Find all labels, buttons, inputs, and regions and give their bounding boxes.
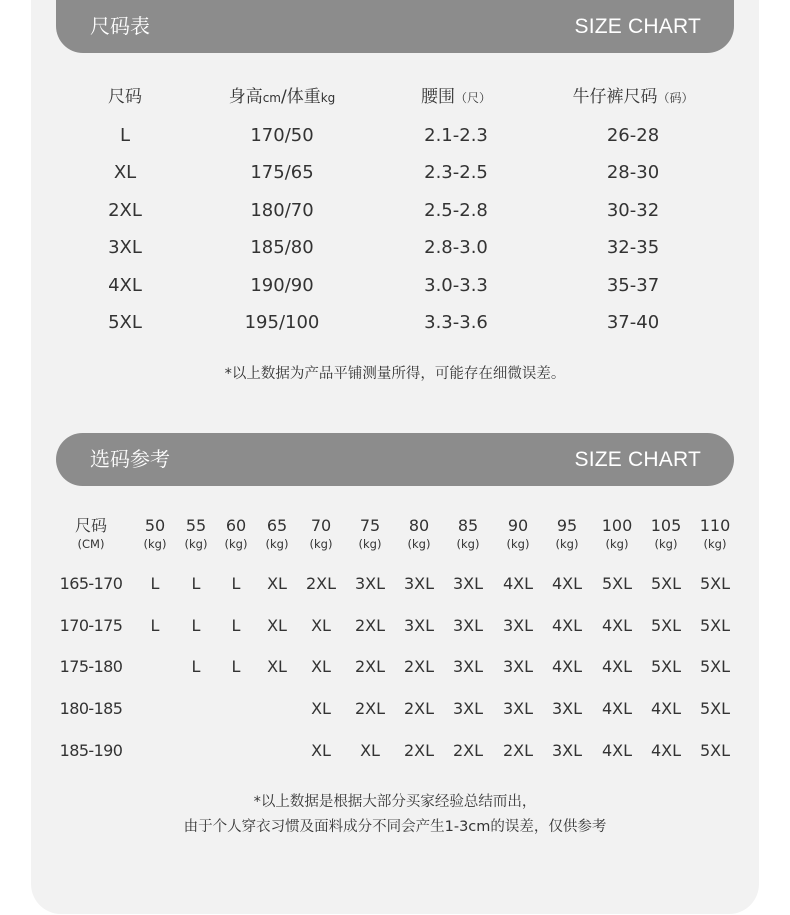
recommended-size-cell: 5XL xyxy=(601,574,633,593)
size-chart-row xyxy=(0,154,790,192)
jeans-cell: 30-32 xyxy=(606,199,660,221)
weight-header: 110 xyxy=(699,516,731,535)
weight-unit: (kg) xyxy=(184,537,208,551)
recommended-size-cell: 4XL xyxy=(551,657,583,677)
weight-unit: (kg) xyxy=(224,537,248,551)
recommended-size-cell: L xyxy=(191,657,201,677)
weight-header: 90 xyxy=(507,516,529,535)
recommended-size-cell: 3XL xyxy=(354,574,386,593)
weight-header: 65 xyxy=(266,516,288,535)
waist-cell: 2.8-3.0 xyxy=(424,237,488,258)
jeans-cell: 28-30 xyxy=(606,162,660,183)
weight-unit: (kg) xyxy=(265,537,289,551)
recommended-size-cell: 2XL xyxy=(452,740,484,760)
jeans-cell: 32-35 xyxy=(606,237,660,258)
recommended-size-cell: 3XL xyxy=(452,574,484,593)
size-chart-row xyxy=(0,117,790,155)
height-weight-cell: 170/50 xyxy=(250,124,314,146)
header-waist-label: 腰围 xyxy=(420,87,455,107)
size-guide-note xyxy=(0,790,790,840)
recommended-size-cell: 4XL xyxy=(551,574,583,593)
size-chart-title-cn: 尺码表 xyxy=(90,14,150,38)
height-range-cell: 185-190 xyxy=(59,740,123,760)
size-guide-banner xyxy=(56,433,734,486)
recommended-size-cell: 5XL xyxy=(699,699,731,719)
recommended-size-cell: 3XL xyxy=(551,740,583,760)
corner-unit: (CM) xyxy=(77,537,105,551)
waist-cell: 2.1-2.3 xyxy=(424,124,488,146)
weight-header: 75 xyxy=(359,516,381,535)
waist-cell: 2.5-2.8 xyxy=(424,199,488,221)
corner-label: 尺码 xyxy=(74,516,108,535)
height-weight-cell: 185/80 xyxy=(250,237,314,258)
height-weight-cell: 190/90 xyxy=(250,274,314,296)
size-cell: 5XL xyxy=(108,312,142,333)
size-guide-row xyxy=(0,688,790,730)
size-guide-title-cn: 选码参考 xyxy=(90,447,170,471)
size-cell: L xyxy=(119,124,131,146)
height-range-cell: 175-180 xyxy=(59,657,123,677)
weight-header: 95 xyxy=(556,516,578,535)
recommended-size-cell: 4XL xyxy=(601,740,633,760)
height-weight-cell: 180/70 xyxy=(250,199,314,221)
recommended-size-cell: 5XL xyxy=(699,657,731,677)
waist-cell: 3.3-3.6 xyxy=(424,312,488,333)
recommended-size-cell: 3XL xyxy=(502,699,534,719)
recommended-size-cell: 5XL xyxy=(699,615,731,635)
jeans-cell: 37-40 xyxy=(606,312,660,333)
recommended-size-cell: L xyxy=(150,615,160,635)
size-chart-row xyxy=(0,267,790,305)
size-cell: 3XL xyxy=(108,237,142,258)
height-weight-cell: 195/100 xyxy=(244,312,320,333)
recommended-size-cell: 2XL xyxy=(403,699,435,719)
recommended-size-cell: 2XL xyxy=(502,740,534,760)
recommended-size-cell: L xyxy=(191,574,201,593)
height-weight-cell: 175/65 xyxy=(250,162,314,183)
recommended-size-cell: 5XL xyxy=(699,574,731,593)
recommended-size-cell: 3XL xyxy=(502,657,534,677)
size-chart-table xyxy=(0,79,790,342)
recommended-size-cell: 4XL xyxy=(601,615,633,635)
weight-header: 100 xyxy=(601,516,633,535)
weight-unit: (kg) xyxy=(456,537,480,551)
recommended-size-cell: XL xyxy=(267,657,287,677)
recommended-size-cell: 2XL xyxy=(403,740,435,760)
header-jeans-label: 牛仔裤尺码 xyxy=(572,87,658,107)
recommended-size-cell: L xyxy=(191,615,201,635)
weight-unit: (kg) xyxy=(703,537,727,551)
recommended-size-cell: XL xyxy=(267,615,287,635)
weight-header: 105 xyxy=(650,516,682,535)
recommended-size-cell: 3XL xyxy=(452,699,484,719)
weight-header: 55 xyxy=(185,516,207,535)
recommended-size-cell: 2XL xyxy=(354,615,386,635)
recommended-size-cell: XL xyxy=(267,574,287,593)
recommended-size-cell: 3XL xyxy=(452,657,484,677)
recommended-size-cell: 4XL xyxy=(601,699,633,719)
weight-unit: (kg) xyxy=(555,537,579,551)
header-waist xyxy=(421,79,491,117)
recommended-size-cell: 2XL xyxy=(354,657,386,677)
header-weight-label: /体重 xyxy=(280,87,321,107)
size-chart-header-row xyxy=(0,79,790,117)
header-jeans xyxy=(572,79,693,117)
weight-unit: (kg) xyxy=(506,537,530,551)
recommended-size-cell: 3XL xyxy=(551,699,583,719)
weight-unit: (kg) xyxy=(407,537,431,551)
size-guide-row xyxy=(0,563,790,605)
recommended-size-cell: XL xyxy=(311,740,331,760)
size-chart-note: *以上数据为产品平铺测量所得，可能存在细微误差。 xyxy=(224,366,566,382)
height-range-cell: 165-170 xyxy=(59,574,123,593)
size-guide-title-en: SIZE CHART xyxy=(574,448,701,471)
size-chart-title-en: SIZE CHART xyxy=(574,15,701,38)
size-guide-row xyxy=(0,605,790,647)
jeans-cell: 26-28 xyxy=(606,124,660,146)
recommended-size-cell: 4XL xyxy=(601,657,633,677)
recommended-size-cell: 2XL xyxy=(354,699,386,719)
weight-unit: (kg) xyxy=(605,537,629,551)
size-guide-table xyxy=(0,515,790,771)
header-height-label: 身高 xyxy=(228,87,263,107)
size-chart-row xyxy=(0,192,790,230)
recommended-size-cell: 2XL xyxy=(403,657,435,677)
waist-cell: 3.0-3.3 xyxy=(424,274,488,296)
size-guide-row xyxy=(0,730,790,772)
size-guide-note-line2: 由于个人穿衣习惯及面料成分不同会产生1-3cm的误差，仅供参考 xyxy=(183,819,607,835)
recommended-size-cell: 3XL xyxy=(452,615,484,635)
size-guide-note-line1: *以上数据是根据大部分买家经验总结而出， xyxy=(253,794,537,810)
weight-header: 70 xyxy=(310,516,332,535)
recommended-size-cell: 5XL xyxy=(650,657,682,677)
recommended-size-cell: 3XL xyxy=(502,615,534,635)
size-guide-header-row xyxy=(0,515,790,563)
recommended-size-cell: 4XL xyxy=(551,615,583,635)
recommended-size-cell: 4XL xyxy=(650,740,682,760)
recommended-size-cell: XL xyxy=(311,657,331,677)
waist-cell: 2.3-2.5 xyxy=(424,162,488,183)
size-cell: 2XL xyxy=(108,199,142,221)
weight-header: 80 xyxy=(408,516,430,535)
recommended-size-cell: 3XL xyxy=(403,574,435,593)
size-guide-row xyxy=(0,646,790,688)
header-jeans-unit: （码） xyxy=(657,91,694,105)
size-cell: XL xyxy=(113,162,137,183)
size-chart-row xyxy=(0,304,790,342)
recommended-size-cell: XL xyxy=(360,740,380,760)
recommended-size-cell: XL xyxy=(311,615,331,635)
recommended-size-cell: 2XL xyxy=(305,574,337,593)
recommended-size-cell: XL xyxy=(311,699,331,719)
recommended-size-cell: L xyxy=(150,574,160,593)
header-height-unit: cm xyxy=(262,91,281,105)
weight-header: 85 xyxy=(457,516,479,535)
recommended-size-cell: 5XL xyxy=(650,615,682,635)
recommended-size-cell: 5XL xyxy=(699,740,731,760)
jeans-cell: 35-37 xyxy=(606,274,660,296)
height-range-cell: 170-175 xyxy=(59,615,123,635)
header-weight-unit: kg xyxy=(320,91,336,105)
header-height-weight xyxy=(229,79,336,117)
weight-unit: (kg) xyxy=(654,537,678,551)
recommended-size-cell: 4XL xyxy=(502,574,534,593)
weight-header: 60 xyxy=(225,516,247,535)
recommended-size-cell: L xyxy=(231,574,241,593)
weight-unit: (kg) xyxy=(358,537,382,551)
recommended-size-cell: 3XL xyxy=(403,615,435,635)
header-waist-unit: （尺） xyxy=(454,91,492,105)
size-cell: 4XL xyxy=(108,274,142,296)
recommended-size-cell: L xyxy=(231,615,241,635)
header-size: 尺码 xyxy=(108,87,142,107)
weight-header: 50 xyxy=(144,516,166,535)
size-chart-row xyxy=(0,229,790,267)
height-range-cell: 180-185 xyxy=(59,699,123,719)
weight-unit: (kg) xyxy=(309,537,333,551)
size-chart-banner xyxy=(56,0,734,53)
recommended-size-cell: 4XL xyxy=(650,699,682,719)
recommended-size-cell: L xyxy=(231,657,241,677)
recommended-size-cell: 5XL xyxy=(650,574,682,593)
weight-unit: (kg) xyxy=(143,537,167,551)
